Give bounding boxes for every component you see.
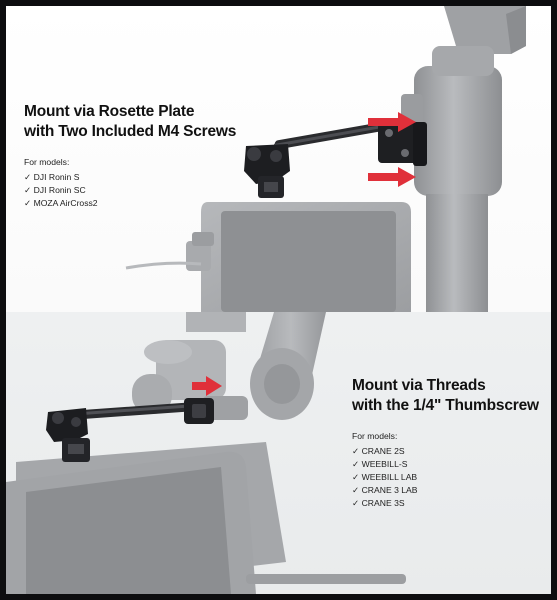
product-image xyxy=(6,6,551,594)
model-item: ✓ MOZA AirCross2 xyxy=(24,197,98,210)
bottom-headline-line-1: Mount via Threads xyxy=(352,377,486,394)
top-headline xyxy=(24,102,236,142)
top-models-list xyxy=(24,171,98,210)
bottom-headline-line-2: with the 1/4" Thumbscrew xyxy=(352,397,539,414)
bottom-headline xyxy=(352,376,539,416)
model-item: ✓ CRANE 3 LAB xyxy=(352,484,417,497)
model-item: ✓ CRANE 3S xyxy=(352,497,417,510)
monitor-illustration xyxy=(126,202,411,312)
bottom-illustration xyxy=(6,312,551,594)
top-headline-line-1: Mount via Rosette Plate xyxy=(24,103,195,120)
top-models xyxy=(24,156,98,210)
bottom-models-label: For models: xyxy=(352,431,398,441)
bottom-panel xyxy=(6,312,551,594)
model-item: ✓ WEEBILL LAB xyxy=(352,471,417,484)
top-panel xyxy=(6,6,551,312)
bottom-models-list xyxy=(352,445,417,510)
top-models-label: For models: xyxy=(24,157,70,167)
bottom-models xyxy=(352,430,417,510)
model-item: ✓ DJI Ronin SC xyxy=(24,184,98,197)
top-headline-line-2: with Two Included M4 Screws xyxy=(24,123,237,140)
model-item: ✓ DJI Ronin S xyxy=(24,171,98,184)
model-item: ✓ CRANE 2S xyxy=(352,445,417,458)
model-item: ✓ WEEBILL-S xyxy=(352,458,417,471)
